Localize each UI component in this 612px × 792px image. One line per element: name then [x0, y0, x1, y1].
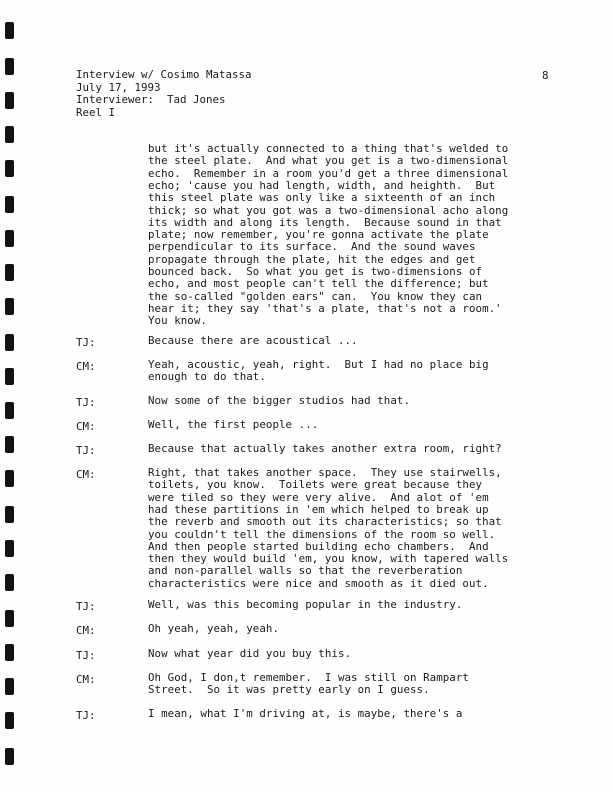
transcript-line: you couldn't tell the dimensions of the room so well. — [148, 527, 496, 541]
spiral-binding — [0, 0, 14, 792]
binding-hole — [5, 540, 14, 557]
binding-hole — [5, 126, 14, 143]
binding-hole — [5, 368, 14, 385]
binding-hole — [5, 58, 14, 75]
transcript-line: I mean, what I'm driving at, is maybe, there's a — [148, 707, 463, 720]
speaker-label: TJ: — [76, 396, 96, 409]
transcript-line: bounced back. So what you get is two-dimensions of — [148, 265, 483, 278]
binding-hole — [5, 160, 14, 177]
binding-hole — [5, 748, 14, 765]
binding-hole — [5, 436, 14, 453]
binding-hole — [5, 506, 14, 523]
binding-hole — [5, 298, 14, 315]
interview-title: Interview w/ Cosimo Matassa — [76, 68, 252, 81]
transcript-line: toilets, you know. Toilets were great because they — [148, 478, 483, 492]
speaker-label: CM: — [76, 624, 96, 637]
binding-hole — [5, 610, 14, 627]
transcript-line: and non-parallel walls so that the reverberation — [148, 564, 463, 578]
transcript-line: Yeah, acoustic, yeah, right. But I had no place big — [148, 358, 489, 371]
transcript-line: Well, was this becoming popular in the industry. — [148, 598, 463, 611]
speaker-label: TJ: — [76, 649, 96, 662]
transcript-line: echo; 'cause you had length, width, and heighth. But — [148, 178, 496, 192]
page-number: 8 — [542, 69, 549, 82]
transcript-line: were tiled so they were very alive. And alot of 'em — [148, 490, 489, 504]
speaker-label: TJ: — [76, 709, 96, 722]
reel-label: Reel I — [76, 105, 116, 119]
transcript-line: but it's actually connected to a thing that's welded to — [148, 142, 509, 155]
binding-hole — [5, 334, 14, 351]
interviewer-line: Interviewer: Tad Jones — [76, 93, 226, 107]
speaker-label: CM: — [76, 420, 96, 433]
transcript-line: then they would build 'em, you know, with tapered walls — [148, 552, 509, 566]
transcript-line: Now what year did you buy this. — [148, 647, 352, 660]
binding-hole — [5, 402, 14, 419]
transcript-line: the reverb and smooth out its characteristics; so that — [148, 515, 502, 529]
transcript-line: its width and along its length. Because sound in that — [148, 215, 502, 229]
transcript-line: the so-called "golden ears" can. You know they can — [148, 289, 483, 303]
transcript-line: the steel plate. And what you get is a two-dimensional — [148, 154, 509, 168]
transcript-line: Oh yeah, yeah, yeah. — [148, 622, 280, 635]
transcript-line: hear it; they say 'that's a plate, that's not a room.' — [148, 301, 502, 315]
speaker-label: CM: — [76, 673, 96, 686]
binding-hole — [5, 678, 14, 695]
speaker-label: TJ: — [76, 444, 96, 457]
interview-date: July 17, 1993 — [76, 80, 161, 94]
transcript-line: Oh God, I don,t remember. I was still on Rampart — [148, 671, 469, 684]
binding-hole — [5, 712, 14, 729]
speaker-label: TJ: — [76, 600, 96, 613]
transcript-line: echo, and most people can't tell the difference; but — [148, 277, 489, 291]
binding-hole — [5, 470, 14, 487]
transcript-line: this steel plate was only like a sixteenth of an inch — [148, 191, 496, 205]
transcript-line: echo. Remember in a room you'd get a three dimensional — [148, 166, 509, 180]
binding-hole — [5, 230, 14, 247]
binding-hole — [5, 92, 14, 109]
transcript-line: propagate through the plate, hit the edges and get — [148, 252, 476, 266]
speaker-label: TJ: — [76, 336, 96, 349]
speaker-label: CM: — [76, 360, 96, 373]
transcript-line: thick; so what you got was a two-dimensional acho along — [148, 203, 509, 217]
transcript-line: had these partitions in 'em which helped to break up — [148, 502, 489, 516]
transcript-line: Because there are acoustical ... — [148, 334, 358, 347]
transcript-line: perpendicular to its surface. And the sound waves — [148, 240, 476, 254]
transcript-line: Because that actually takes another extra room, right? — [148, 442, 502, 455]
transcript-line: characteristics were nice and smooth as it died out. — [148, 576, 489, 590]
transcript-line: You know. — [148, 314, 207, 328]
transcript-line: enough to do that. — [148, 370, 266, 384]
transcript-line: Street. So it was pretty early on I guess. — [148, 683, 430, 697]
binding-hole — [5, 574, 14, 591]
transcript-line: Now some of the bigger studios had that. — [148, 394, 411, 407]
speaker-label: CM: — [76, 468, 96, 481]
transcript-line: Well, the first people ... — [148, 418, 319, 431]
binding-hole — [5, 264, 14, 281]
transcript-header — [76, 69, 252, 119]
transcript-line: And then people started building echo chambers. And — [148, 539, 489, 553]
binding-hole — [5, 196, 14, 213]
transcript-line: plate; now remember, you're gonna activate the plate — [148, 228, 489, 242]
binding-hole — [5, 22, 14, 39]
transcript-line: Right, that takes another space. They use stairwells, — [148, 466, 502, 479]
binding-hole — [5, 644, 14, 661]
